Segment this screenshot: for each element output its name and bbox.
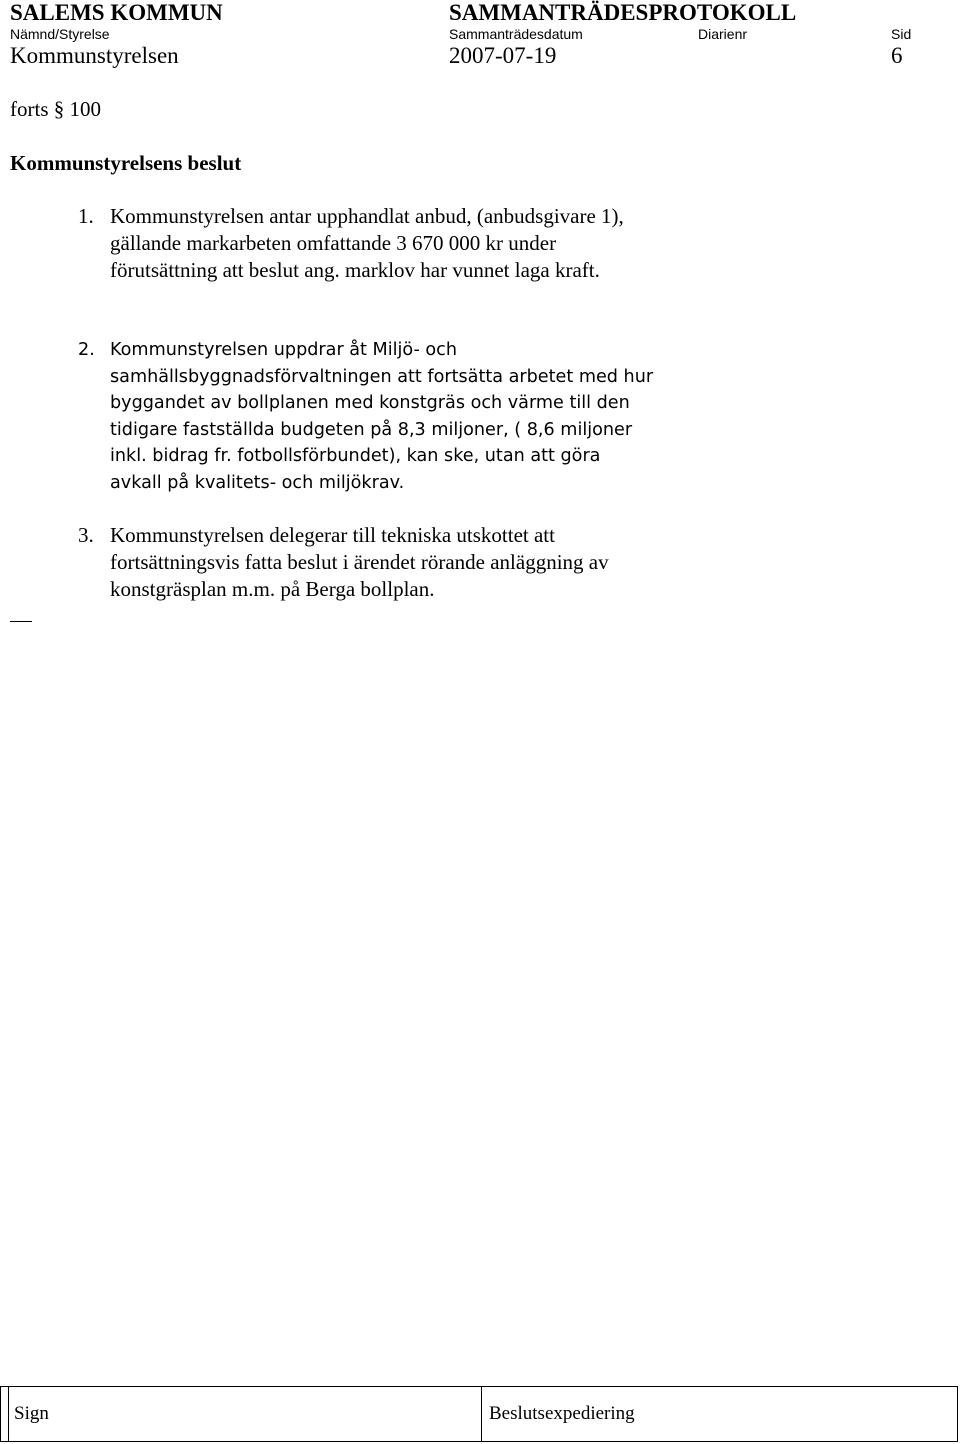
page-number: 6: [891, 43, 903, 68]
decision-item-number: 3.: [78, 523, 94, 547]
separator-dash: [10, 621, 32, 622]
decision-heading: Kommunstyrelsens beslut: [10, 151, 242, 175]
document-type: SAMMANTRÄDESPROTOKOLL: [449, 0, 797, 25]
meeting-date-label: Sammanträdesdatum: [449, 26, 583, 42]
reg-no-label: Diarienr: [698, 26, 748, 42]
decision-item-number: 2.: [78, 340, 95, 360]
decision-item-text: Kommunstyrelsen delegerar till tekniska utskottet att fortsättningsvis fatta beslut i ärendet rörande anläggning av konstgräsplan m.m. på Berga bollplan.: [110, 523, 609, 601]
decision-item-number: 1.: [78, 204, 94, 228]
meeting-date-value: 2007-07-19: [449, 43, 557, 68]
decision-item: [78, 337, 718, 497]
footer-left-rule: [8, 1387, 9, 1441]
board-value: Kommunstyrelsen: [10, 43, 179, 68]
decision-item-text: Kommunstyrelsen uppdrar åt Miljö- och samhällsbyggnadsförvaltningen att fortsätta arbetet med hur byggandet av bollplanen med konstgräs och värme till den tidigare fastställda budgeten på 8,3 miljoner, ( 8,6 miljoner inkl. bidrag fr. fotbollsförbundet), kan ske, utan att göra avkall på kvalitets- och miljökrav.: [110, 340, 654, 493]
expedition-label: Beslutsexpediering: [489, 1403, 635, 1424]
decision-item: [78, 522, 718, 603]
continuation-reference: forts § 100: [10, 97, 101, 121]
municipality-name: SALEMS KOMMUN: [10, 0, 223, 25]
signature-footer: [0, 1386, 958, 1442]
sign-label: Sign: [14, 1403, 49, 1424]
board-label: Nämnd/Styrelse: [10, 26, 110, 42]
decision-item: [78, 203, 718, 284]
footer-middle-divider: [481, 1387, 482, 1441]
decision-item-text: Kommunstyrelsen antar upphandlat anbud, (anbudsgivare 1), gällande markarbeten omfattande 3 670 000 kr under förutsättning att beslut ang. marklov har vunnet laga kraft.: [110, 204, 624, 282]
page-label: Sid: [891, 26, 912, 42]
